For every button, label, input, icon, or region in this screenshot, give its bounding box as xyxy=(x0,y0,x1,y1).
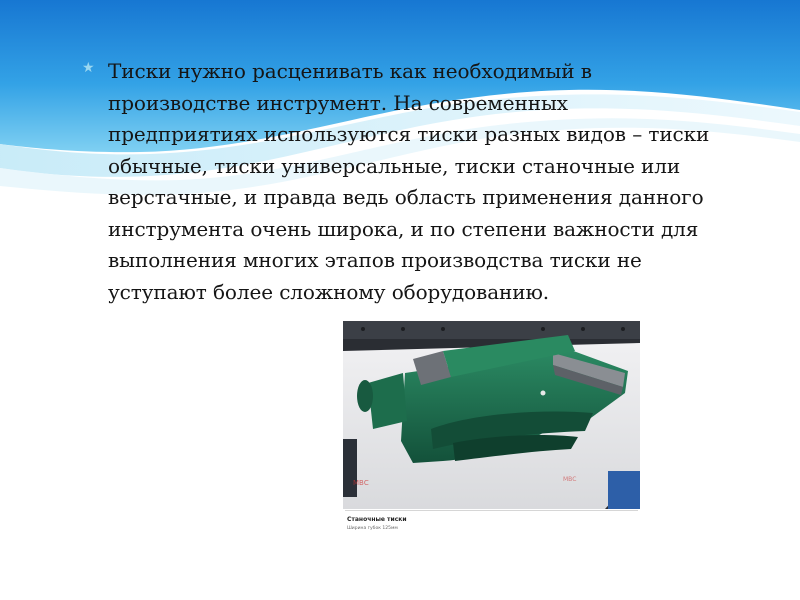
body-paragraph: Тиски нужно расценивать как необходимый в производстве инструмент. На современных предприятиях используются тиски разных видов – тиски обычные, тиски универсальные, тиски станочные или верстачные, и правда ведь область применения данного инструмента очень широка, и по степени важности для выполнения многих этапов производства тиски не уступают более сложному оборудованию. xyxy=(108,59,710,304)
bullet-item xyxy=(82,56,722,308)
star-bullet-icon: ★ xyxy=(82,60,95,76)
photo-subcaption: Ширина губок 125мм xyxy=(347,526,398,531)
caption-divider xyxy=(345,510,638,511)
svg-text:МВС: МВС xyxy=(353,479,369,487)
text-block xyxy=(82,56,722,308)
vise-photo xyxy=(343,321,640,535)
svg-text:МВС: МВС xyxy=(563,476,577,483)
machine-vise-image xyxy=(343,321,640,509)
photo-caption: Станочные тиски xyxy=(347,516,407,523)
